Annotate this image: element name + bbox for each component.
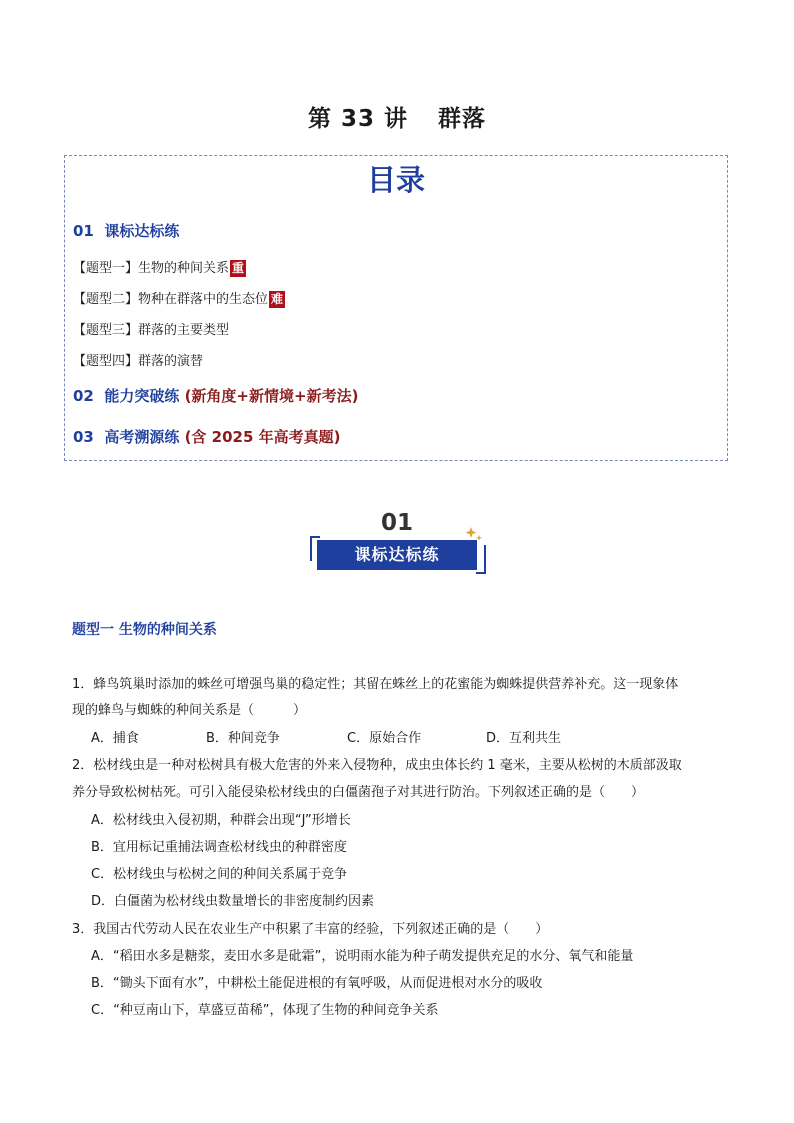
toc-item-type-3[interactable] bbox=[73, 319, 229, 338]
question-1-stem-line-1: 1．蜂鸟筑巢时添加的蛛丝可增强鸟巢的稳定性；其留在蛛丝上的花蜜能为蜘蛛提供营养补充。这一现象体 bbox=[72, 677, 679, 692]
question-type-heading: 题型一 生物的种间关系 bbox=[72, 622, 217, 638]
question-3-option-a[interactable]: A．“稻田水多是糖浆，麦田水多是砒霜”，说明雨水能为种子萌发提供充足的水分、氧气和能量 bbox=[91, 949, 634, 964]
toc-item-type-2[interactable] bbox=[73, 288, 285, 308]
table-of-contents bbox=[64, 155, 728, 461]
question-3-option-b[interactable]: B．“锄头下面有水”，中耕松土能促进根的有氧呼吸，从而促进根对水分的吸收 bbox=[91, 976, 543, 991]
toc-section-label: 高考溯源练 bbox=[104, 428, 180, 446]
toc-section-2[interactable] bbox=[73, 385, 358, 406]
question-2-option-b[interactable]: B．宜用标记重捕法调查松材线虫的种群密度 bbox=[91, 840, 347, 855]
toc-section-label: 能力突破练 bbox=[104, 387, 180, 405]
key-point-badge: 重 bbox=[232, 261, 245, 275]
option-d[interactable]: D．互利共生 bbox=[486, 731, 562, 746]
toc-item-type-1[interactable] bbox=[73, 257, 246, 277]
question-2-option-a[interactable]: A．松材线虫入侵初期，种群会出现“J”形增长 bbox=[91, 813, 351, 828]
question-3-option-c[interactable]: C．“种豆南山下，草盛豆苗稀”，体现了生物的种间竞争关系 bbox=[91, 1003, 439, 1018]
section-banner: 课标达标练 bbox=[317, 540, 477, 570]
toc-item-label: 【题型二】物种在群落中的生态位 bbox=[73, 292, 269, 307]
option-a[interactable]: A．捕食 bbox=[91, 731, 139, 746]
question-2-stem-line-2: 养分导致松树枯死。可引入能侵染松材线虫的白僵菌孢子对其进行防治。下列叙述正确的是（ ） bbox=[72, 785, 645, 800]
toc-item-label: 【题型四】群落的演替 bbox=[73, 354, 204, 369]
toc-section-note: (含 2025 年高考真题) bbox=[184, 428, 341, 446]
toc-section-1[interactable] bbox=[73, 220, 179, 241]
lecture-topic: 群落 bbox=[438, 106, 487, 132]
difficult-badge: 难 bbox=[271, 292, 284, 306]
option-c[interactable]: C．原始合作 bbox=[347, 731, 422, 746]
question-2-option-c[interactable]: C．松材线虫与松树之间的种间关系属于竞争 bbox=[91, 867, 348, 882]
toc-section-label: 课标达标练 bbox=[104, 222, 180, 240]
question-2-option-d[interactable]: D．白僵菌为松材线虫数量增长的非密度制约因素 bbox=[91, 894, 375, 909]
toc-section-number: 01 bbox=[73, 222, 94, 240]
question-3-stem-line-1: 3．我国古代劳动人民在农业生产中积累了丰富的经验，下列叙述正确的是（ ） bbox=[72, 922, 549, 937]
toc-heading: 目录 bbox=[366, 163, 425, 197]
section-number: 01 bbox=[380, 510, 413, 536]
toc-section-3[interactable] bbox=[73, 426, 340, 447]
lecture-number: 第 33 讲 bbox=[307, 106, 409, 132]
option-b[interactable]: B．种间竞争 bbox=[206, 731, 280, 746]
toc-section-number: 03 bbox=[73, 428, 94, 446]
toc-item-type-4[interactable] bbox=[73, 350, 203, 369]
toc-section-number: 02 bbox=[73, 387, 94, 405]
toc-section-note: (新角度+新情境+新考法) bbox=[184, 387, 359, 405]
page-title bbox=[0, 100, 794, 133]
toc-item-label: 【题型三】群落的主要类型 bbox=[73, 323, 230, 338]
question-1-stem-line-2: 现的蜂鸟与蜘蛛的种间关系是（ ） bbox=[72, 703, 307, 718]
question-2-stem-line-1: 2．松材线虫是一种对松树具有极大危害的外来入侵物种，成虫虫体长约 1 毫米，主要从松树的木质部汲取 bbox=[72, 758, 682, 773]
toc-item-label: 【题型一】生物的种间关系 bbox=[73, 261, 230, 276]
